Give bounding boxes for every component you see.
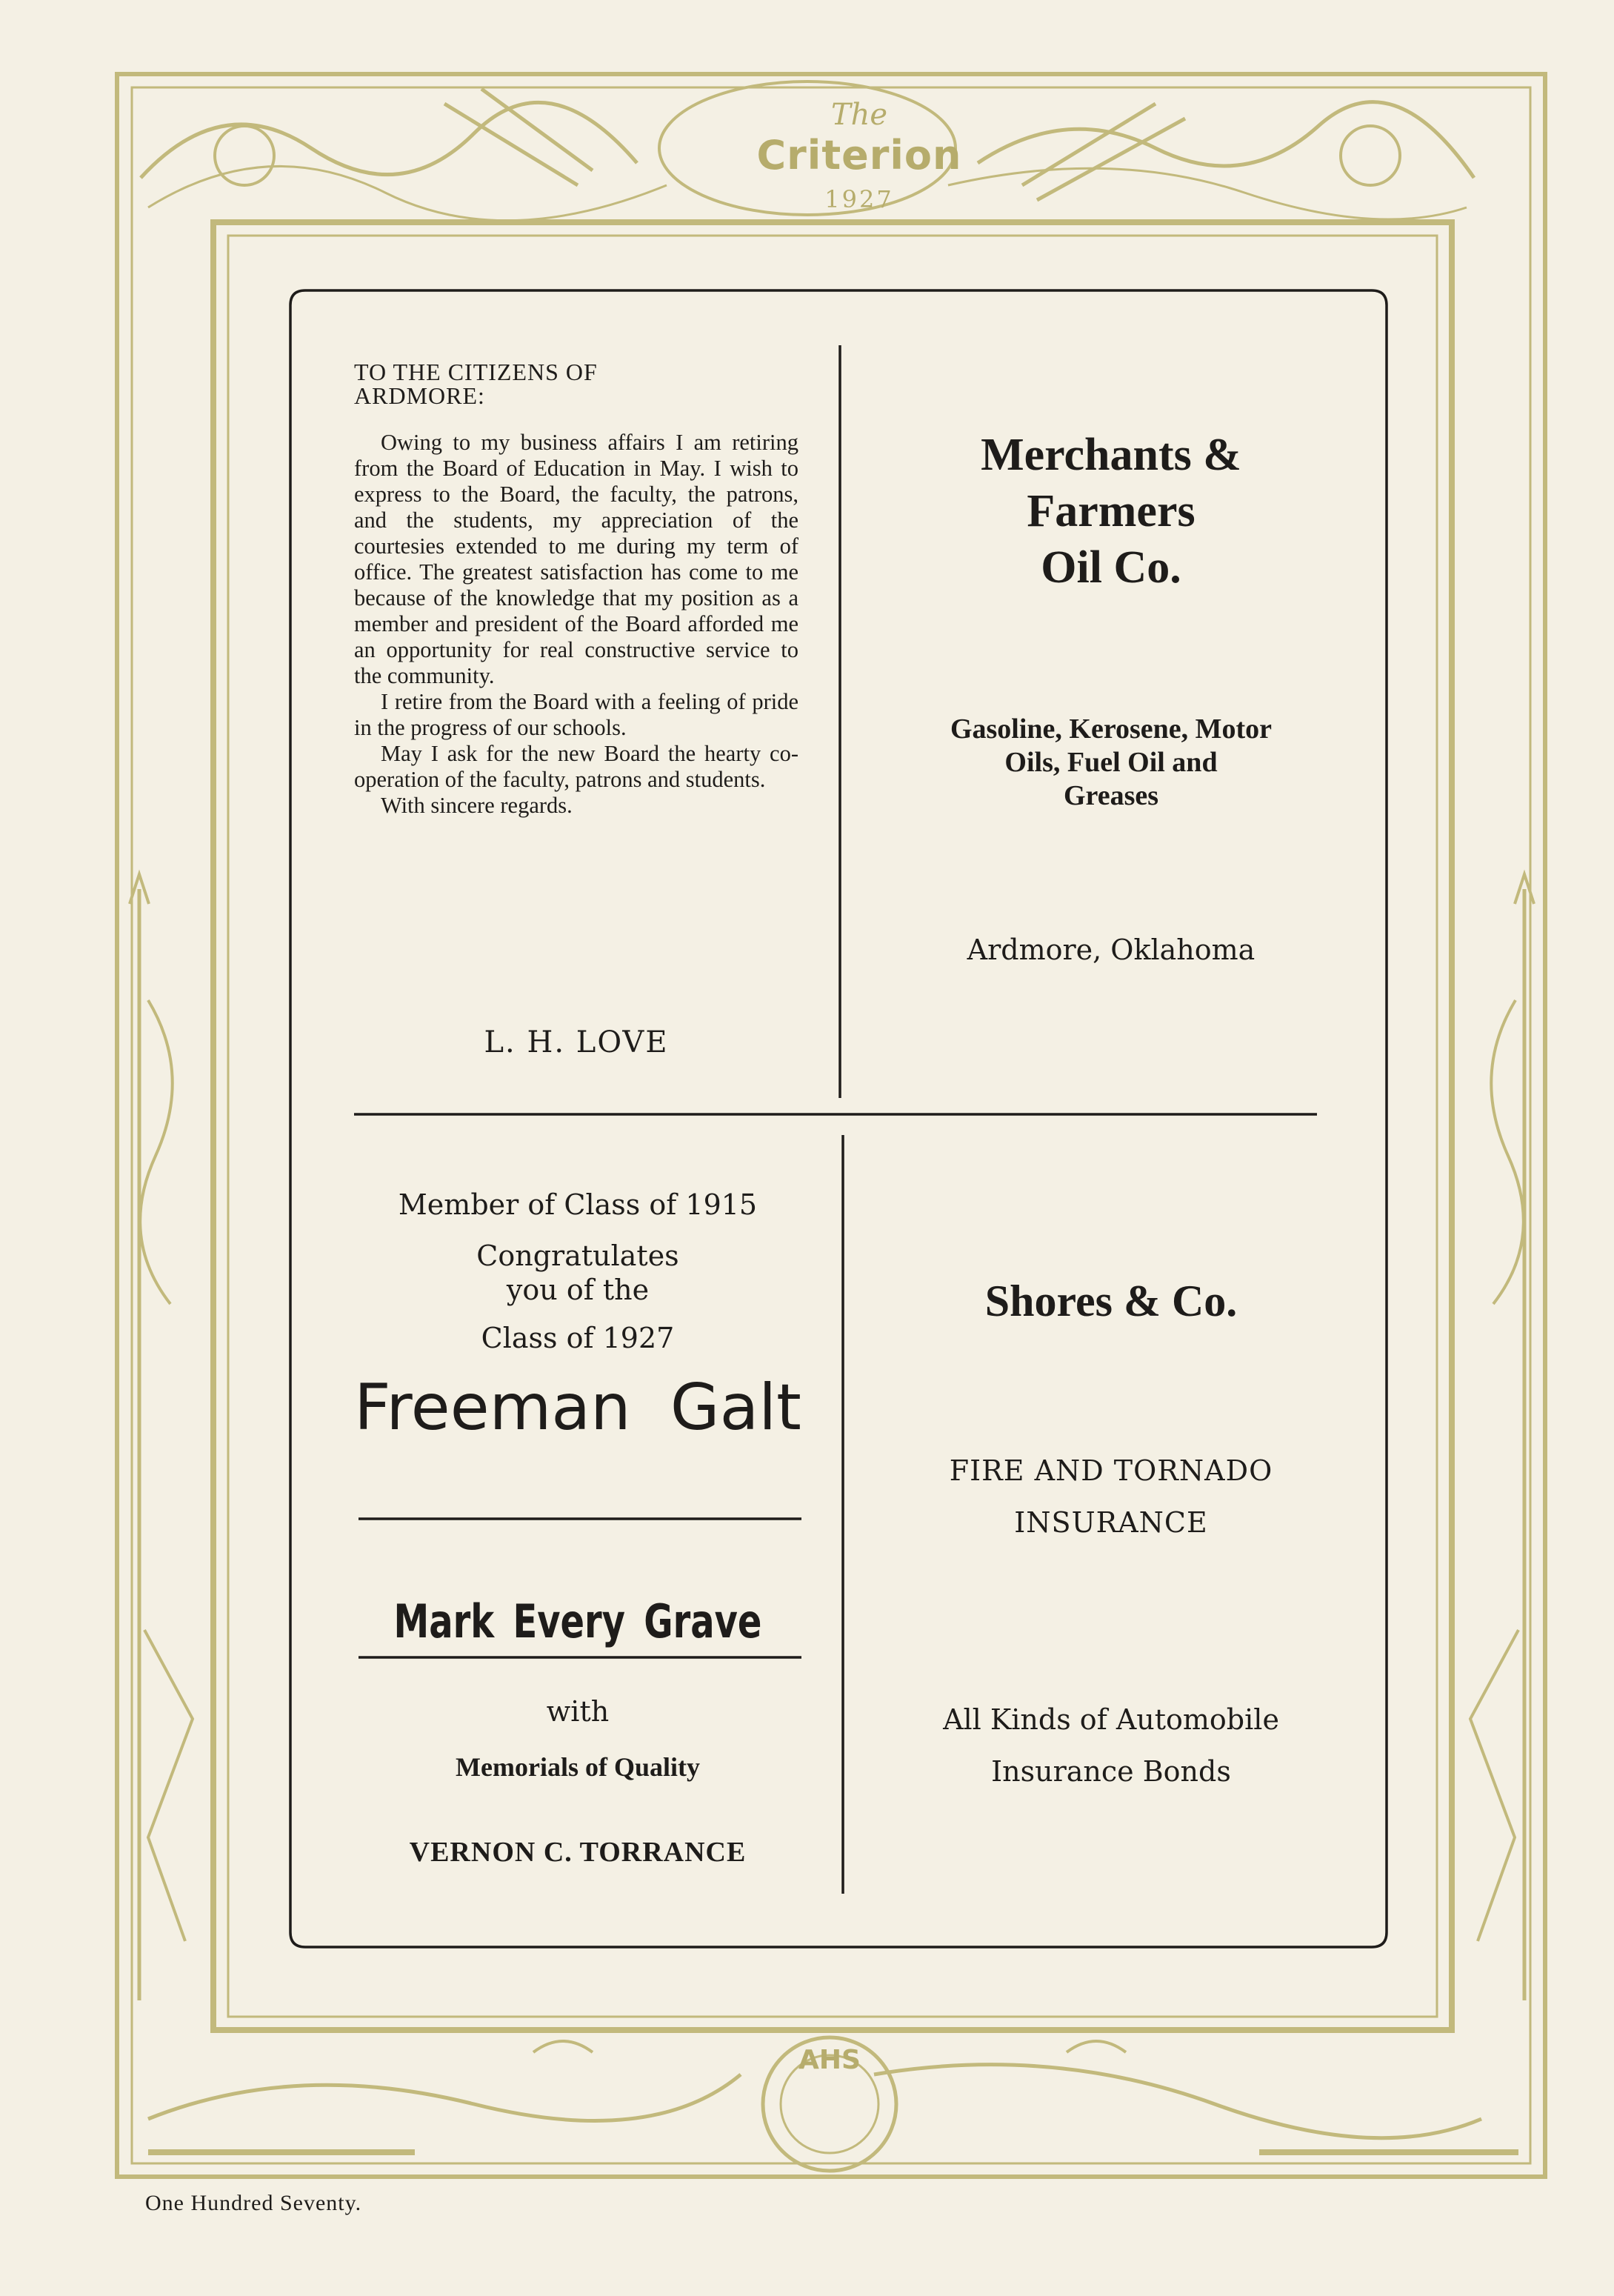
galt-congrats-line2: you of the (506, 1274, 650, 1306)
galt-name: Freeman Galt (354, 1371, 801, 1445)
shores-automobile (859, 1694, 1363, 1797)
shores-name: Shores & Co. (984, 1277, 1238, 1325)
crest-text: AHS (798, 2045, 861, 2075)
letter-paragraph-2: I retire from the Board with a feeling of pride in the progress of our schools. (354, 689, 798, 740)
shores-fire-tornado (859, 1445, 1363, 1548)
letter-paragraph-1: Owing to my business affairs I am retiring from the Board of Education in May. I wish to express to the Board, the faculty, the patrons, and the students, my appreciation of the courtesies extended to me during my term of office. The greatest satisfaction has come to me because of the knowledge that my position as a member and president of the Board afforded me an opportunity for real constructive service to the community. (354, 430, 798, 688)
merchants-ad-name (859, 427, 1363, 596)
galt-congrats-line1: Congratulates (476, 1239, 679, 1272)
galt-congrats (354, 1239, 801, 1307)
header-title: Criterion (756, 132, 962, 179)
letter-heading-line2: ARDMORE: (354, 382, 485, 409)
letter-paragraph-3: May I ask for the new Board the hearty co-operation of the faculty, patrons and students. (354, 741, 798, 792)
header-the: The (830, 98, 888, 132)
header-year: 1927 (824, 185, 894, 213)
letter-body (354, 430, 798, 819)
letter-heading (354, 360, 798, 407)
merchants-name-line3: Oil Co. (1041, 542, 1181, 593)
torrance-with: with (546, 1695, 610, 1728)
merchants-products-line3: Greases (1063, 780, 1159, 811)
galt-class: Class of 1927 (481, 1322, 675, 1354)
merchants-products-line2: Oils, Fuel Oil and (1004, 747, 1218, 778)
shores-line4: Insurance Bonds (991, 1755, 1231, 1788)
galt-member: Member of Class of 1915 (398, 1188, 758, 1221)
merchants-products (874, 713, 1348, 813)
merchants-city: Ardmore, Oklahoma (967, 934, 1255, 966)
torrance-memorials: Memorials of Quality (456, 1752, 700, 1782)
letter-paragraph-4: With sincere regards. (381, 793, 573, 818)
shores-line3: All Kinds of Automobile (943, 1703, 1279, 1736)
shores-line2: INSURANCE (1014, 1506, 1208, 1539)
letter-signature: L. H. LOVE (484, 1025, 669, 1059)
torrance-headline: Mark Every Grave (393, 1594, 762, 1648)
merchants-name-line2: Farmers (1027, 486, 1196, 536)
merchants-name-line1: Merchants & (981, 430, 1241, 480)
page-number-label: One Hundred Seventy. (145, 2191, 362, 2215)
torrance-name: VERNON C. TORRANCE (409, 1837, 747, 1868)
letter-heading-line1: TO THE CITIZENS OF (354, 359, 598, 385)
merchants-products-line1: Gasoline, Kerosene, Motor (950, 713, 1273, 745)
shores-line1: FIRE AND TORNADO (949, 1454, 1273, 1487)
